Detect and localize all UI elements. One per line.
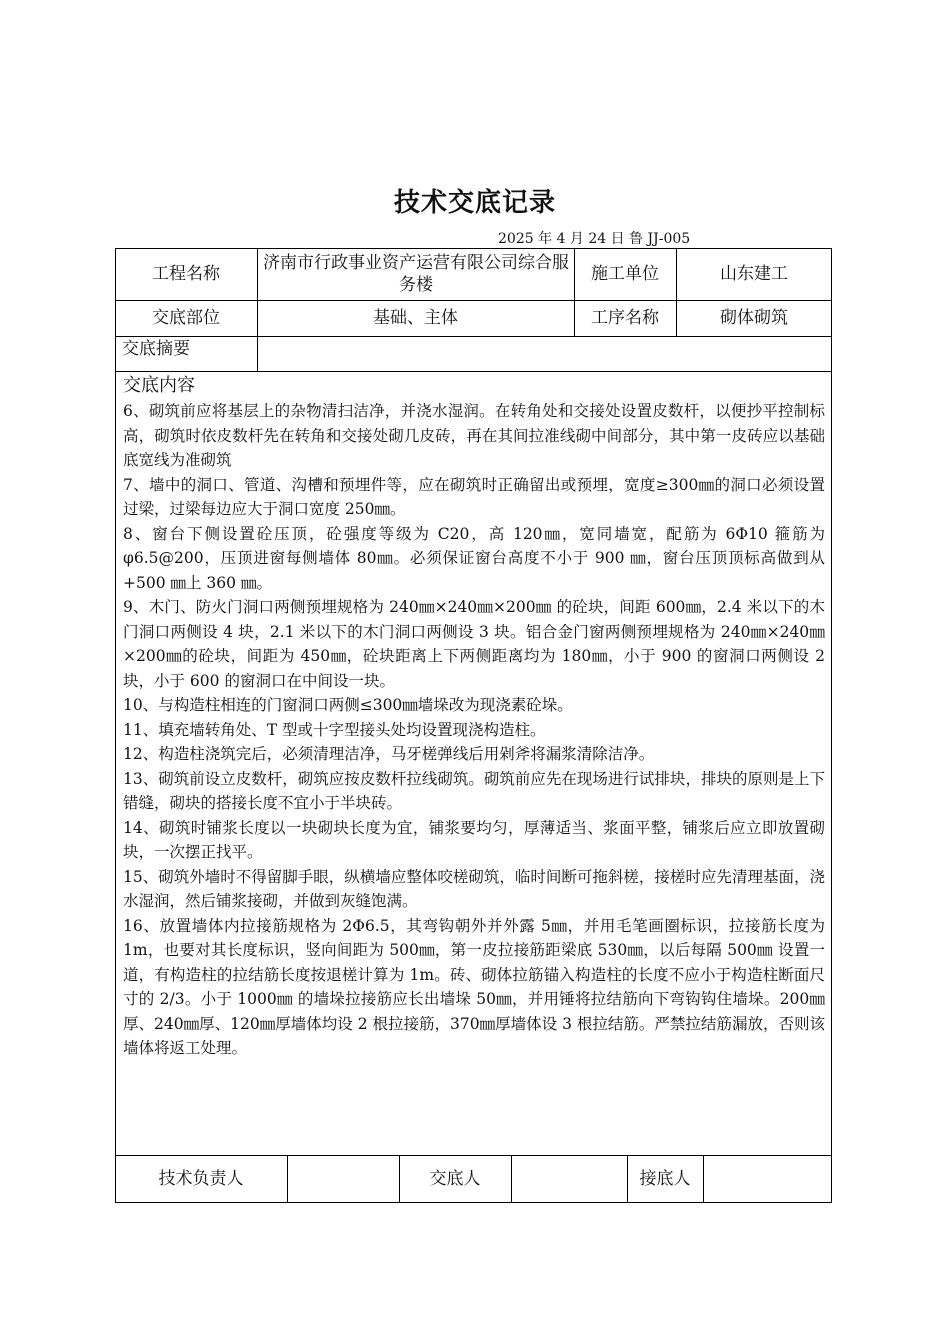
content-paragraph: 7、墙中的洞口、管道、沟槽和预埋件等，应在砌筑时正确留出或预埋，宽度≥300㎜的洞口必须设置过梁，过梁每边应大于洞口宽度 250㎜。 xyxy=(123,475,825,518)
date-and-code: 2025 年 4 月 24 日 鲁 JJ-005 xyxy=(498,231,691,247)
document-title: 技术交底记录 xyxy=(393,188,556,218)
contractor-label: 施工单位 xyxy=(591,264,659,284)
content-paragraph: 12、构造柱浇筑完后，必须清理洁净，马牙槎弹线后用剁斧将漏浆清除洁净。 xyxy=(123,745,655,763)
tech-lead-label: 技术负责人 xyxy=(158,1169,244,1189)
process-value: 砌体砌筑 xyxy=(720,308,788,328)
content-paragraph: 15、砌筑外墙时不得留脚手眼，纵横墙应整体咬槎砌筑，临时间断可拖斜槎，接槎时应先清理基面，浇水湿润，然后铺浆接砌，并做到灰缝饱满。 xyxy=(123,867,825,910)
receiver-label: 接底人 xyxy=(639,1169,691,1189)
presenter-signature[interactable] xyxy=(511,1155,627,1203)
summary-label: 交底摘要 xyxy=(122,339,190,359)
part-label: 交底部位 xyxy=(152,308,220,328)
content-paragraph: 9、木门、防火门洞口两侧预埋规格为 240㎜×240㎜×200㎜ 的砼块，间距 600㎜，2.4 米以下的木门洞口两侧设 4 块，2.1 米以下的木门洞口两侧设 3 块。铝合金门窗两侧预埋规格为 240㎜×240㎜×200㎜的砼块，间距为 450㎜，砼块距离上下两侧距离均为 180㎜，小于 900 的窗洞口两侧设 2 块，小于 600 的窗洞口在中间设一块。 xyxy=(123,598,825,690)
row-divider xyxy=(115,371,832,372)
contractor-value: 山东建工 xyxy=(720,264,788,284)
part-value: 基础、主体 xyxy=(373,308,458,328)
tech-lead-signature[interactable] xyxy=(287,1155,399,1203)
content-paragraph: 8、窗台下侧设置砼压顶，砼强度等级为 C20，高 120㎜，宽同墙宽，配筋为 6Φ10 箍筋为 φ6.5@200，压顶进窗每侧墙体 80㎜。必须保证窗台高度不小于 900 ㎜，窗台压顶顶标高做到从+500 ㎜上 360 ㎜。 xyxy=(123,524,825,592)
content-paragraph: 6、砌筑前应将基层上的杂物清扫洁净，并浇水湿润。在转角处和交接处设置皮数杆，以便抄平控制标高，砌筑时依皮数杆先在转角和交接处砌几皮砖，再在其间拉准线砌中间部分，其中第一皮砖应以基础底宽线为准砌筑 xyxy=(123,402,825,469)
content-paragraph: 14、砌筑时铺浆长度以一块砌块长度为宜，铺浆要均匀，厚薄适当、浆面平整，铺浆后应立即放置砌块，一次摆正找平。 xyxy=(123,818,825,861)
project-name-value: 济南市行政事业资产运营有限公司综合服务楼 xyxy=(263,253,569,295)
summary-value xyxy=(257,336,832,371)
content-paragraph: 11、填充墙转角处、T 型或十字型接头处均设置现浇构造柱。 xyxy=(123,720,546,739)
content-heading: 交底内容 xyxy=(123,375,195,396)
process-label: 工序名称 xyxy=(591,308,659,328)
receiver-signature[interactable] xyxy=(703,1155,832,1203)
content-paragraph: 13、砌筑前设立皮数杆，砌筑应按皮数杆拉线砌筑。砌筑前应先在现场进行试排块，排块的原则是上下错缝，砌块的搭接长度不宜小于半块砖。 xyxy=(123,769,825,812)
disclosure-content xyxy=(123,373,825,1061)
content-paragraph: 10、与构造柱相连的门窗洞口两侧≤300㎜墙垛改为现浇素砼垛。 xyxy=(123,696,573,714)
presenter-label: 交底人 xyxy=(429,1169,481,1189)
project-name-label: 工程名称 xyxy=(152,264,220,284)
content-paragraph: 16、放置墙体内拉接筋规格为 2Φ6.5，其弯钩朝外并外露 5㎜，并用毛笔画圈标识，拉接筋长度为 1m，也要对其长度标识，竖向间距为 500㎜，第一皮拉接筋距梁底 530㎜，以后每隔 500㎜ 设置一道，有构造柱的拉结筋长度按退槎计算为 1m。砖、砌体拉筋锚入构造柱的长度不应小于构造柱断面尺寸的 2/3。小于 1000㎜ 的墙垛拉接筋应长出墙垛 50㎜，并用锤将拉结筋向下弯钩钩住墙垛。200㎜厚、240㎜厚、120㎜厚墙体均设 2 根拉接筋，370㎜厚墙体设 3 根拉结筋。严禁拉结筋漏放，否则该墙体将返工处理。 xyxy=(123,916,825,1057)
